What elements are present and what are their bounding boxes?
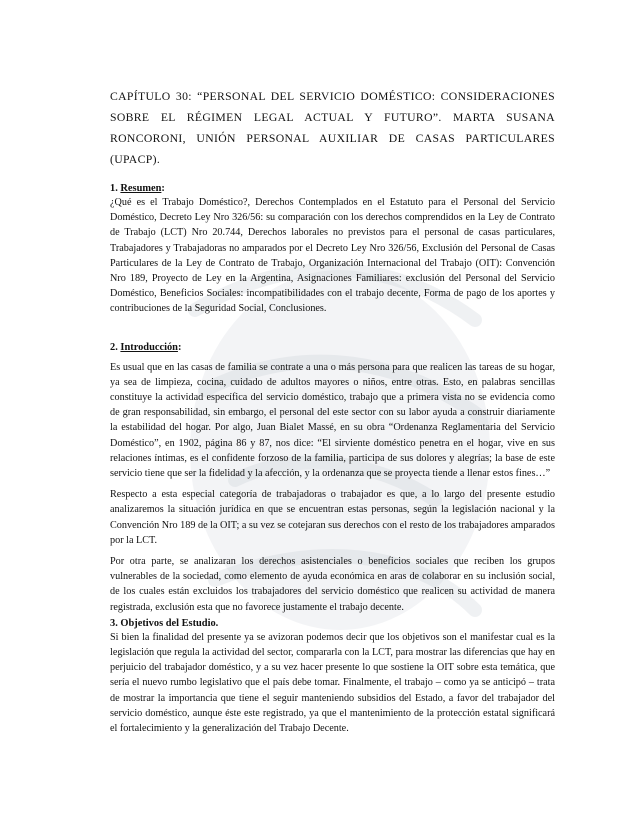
paragraph: Es usual que en las casas de familia se contrate a una o más persona para que realicen las tareas de su hogar, ya sea de limpieza, cocina, cuidado de adultos mayores o niños, entre otras. Esto, en palabras sencillas constituye la actividad específica del servicio doméstico, trabajo que a primera vista no se evidencia como de gran responsabilidad, sin embargo, el personal del este sector con su labor ayuda a construir diariamente la estabilidad del hogar. Por algo, Juan Bialet Massé, en su obra “Ordenanza Reglamentaria del Servicio Doméstico”, en 1902, página 86 y 87, nos dice: “El sirviente doméstico penetra en el hogar, vive en sus relaciones íntimas, es el confidente forzoso de la familia, participa de sus dolores y alegrías; la base de este servicio tiene que ser la fidelidad y la afección, y la ordenanza que se proyecta tiende a llenar estos fines…” <box>110 361 555 480</box>
section-number: 3. <box>110 617 118 629</box>
document-page <box>110 86 555 742</box>
chapter-title: CAPÍTULO 30: “PERSONAL DEL SERVICIO DOMÉSTICO: CONSIDERACIONES SOBRE EL RÉGIMEN LEGAL ACTUAL Y FUTURO”. MARTA SUSANA RONCORONI, UNIÓN PERSONAL AUXILIAR DE CASAS PARTICULARES (UPACP). <box>110 90 555 166</box>
section-suffix: : <box>161 183 165 194</box>
section-number: 1. <box>110 183 118 194</box>
section-heading-introduccion <box>110 341 555 354</box>
section-title: Objetivos del Estudio. <box>120 617 219 629</box>
paragraph: Por otra parte, se analizaran los derechos asistenciales o beneficios sociales que reciben los grupos vulnerables de la sociedad, como elemento de ayuda económica en aras de colaborar en su inclusión social, de los cuales están excluidos los trabajadores del servicio doméstico que realicen su actividad de manera registrada, exclusión esta que no favorece justamente el trabajo decente. <box>110 556 555 613</box>
paragraph: Si bien la finalidad del presente ya se avizoran podemos decir que los objetivos son el manifestar cual es la legislación que regula la actividad del sector, compararla con la LCT, para mostrar las diferencias que hay en perjuicio del trabajador doméstico, y a su vez hacer presente lo que sostiene la OIT sobre esta temática, que sería el nuevo rumbo legislativo que el país debe tomar. Finalmente, el trabajo – como ya se anticipó – trata de mostrar la importancia que tiene el seguir manteniendo subsidios del Estado, a favor del trabajador del servicio doméstico, aunque éste este registrado, ya que el mantenimiento de la protección estatal significará el fortalecimiento y la generalización del Trabajo Decente. <box>110 631 555 735</box>
section-number: 2. <box>110 341 118 353</box>
section-title: Resumen <box>120 183 162 194</box>
paragraph: ¿Qué es el Trabajo Doméstico?, Derechos Contemplados en el Estatuto para el Personal del Servicio Doméstico, Decreto Ley Nro 326/56: su comparación con los derechos comprendidos en la Ley de Contrato de Trabajo (LCT) Nro 20.744, Derechos laborales no previstos para el personal de casas particulares, Trabajadores y Trabajadoras no amparados por el Decreto Ley Nro 326/56, Exclusión del Personal de Casas Particulares de la Ley de Contrato de Trabajo, Organización Internacional del Trabajo (OIT): Convención Nro 189, Proyecto de Ley en la Argentina, Asignaciones Familiares: exclusión del Personal del Servicio Doméstico, Beneficios Sociales: incompatibilidades con el trabajo decente, Forma de pago de los aportes y contribuciones de la Seguridad Social, Conclusiones. <box>110 197 555 315</box>
paragraph: Respecto a esta especial categoría de trabajadoras o trabajador es que, a lo largo del presente estudio analizaremos la situación jurídica en que se encuentran estas personas, según la legislación nacional y la Convención Nro 189 de la OIT; a su vez se cotejaran sus derechos con el resto de los trabajadores amparados por la LCT. <box>110 489 555 546</box>
section-heading-objetivos <box>110 617 555 630</box>
section-title: Introducción <box>120 341 178 353</box>
section-heading-resumen <box>110 182 555 195</box>
section-suffix: : <box>177 341 182 353</box>
